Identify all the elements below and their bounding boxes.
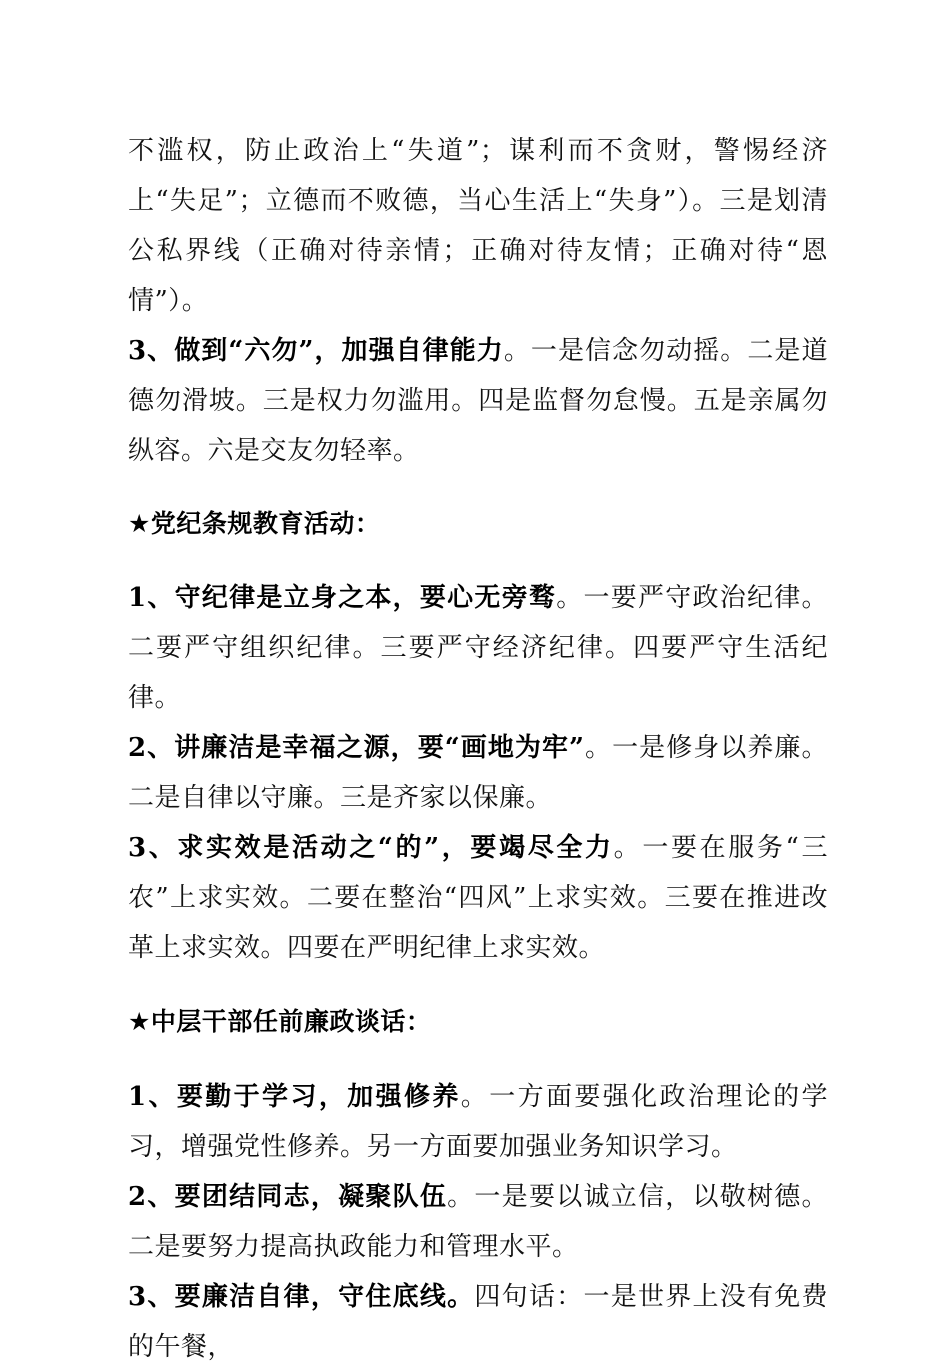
section-1-item-2-title: 2、讲廉洁是幸福之源，要“画地为牢”	[128, 733, 585, 763]
intro-text: 不滥权，防止政治上“失道”；谋利而不贪财，警惕经济上“失足”；立德而不败德，当心生活上“失身”）。三是划清公私界线（正确对待亲情；正确对待友情；正确对待“恩情”）。	[128, 136, 828, 316]
section-2-item-1-title: 1、要勤于学习，加强修养	[128, 1082, 461, 1112]
section-1-item-3-title: 3、求实效是活动之“的”，要竭尽全力	[128, 833, 614, 863]
section-2-item-2-title: 2、要团结同志，凝聚队伍	[128, 1182, 448, 1212]
section-1-item-2-text: 。一是修身以养廉。二是自律以守廉。三是齐家以保廉。	[128, 733, 828, 813]
section-1-item-1-title: 1、守纪律是立身之本，要心无旁骛	[128, 583, 557, 613]
section-1-item-1	[128, 573, 828, 723]
section-2-heading: ★中层干部任前廉政谈话：	[128, 1007, 432, 1036]
section-2-item-2-text: 。一是要以诚立信，以敬树德。二是要努力提高执政能力和管理水平。	[128, 1182, 828, 1262]
point-3-title: 3、做到“六勿”，加强自律能力	[128, 336, 504, 366]
section-1-item-3-text: 。一要在服务“三农”上求实效。二要在整治“四风”上求实效。三要在推进改革上求实效。四要在严明纪律上求实效。	[128, 833, 828, 963]
section-1-item-3	[128, 823, 828, 973]
section-2-item-3-title: 3、要廉洁自律，守住底线。	[128, 1282, 475, 1312]
document-body	[128, 126, 828, 1372]
section-1-heading: ★党纪条规教育活动：	[128, 509, 381, 538]
section-1-item-1-text: 。一要严守政治纪律。二要严守组织纪律。三要严守经济纪律。四要严守生活纪律。	[128, 583, 828, 713]
section-2-item-3	[128, 1272, 828, 1372]
point-3-paragraph	[128, 326, 828, 476]
section-2-item-1-text: 。一方面要强化政治理论的学习，增强党性修养。另一方面要加强业务知识学习。	[128, 1082, 828, 1162]
section-1-item-2	[128, 723, 828, 823]
section-2-item-2	[128, 1172, 828, 1272]
section-2-item-1	[128, 1072, 828, 1172]
point-3-text: 。一是信念勿动摇。二是道德勿滑坡。三是权力勿滥用。四是监督勿怠慢。五是亲属勿纵容。六是交友勿轻率。	[128, 336, 828, 466]
intro-paragraph	[128, 126, 828, 326]
section-2-item-3-text: 四句话：一是世界上没有免费的午餐，	[128, 1282, 828, 1362]
